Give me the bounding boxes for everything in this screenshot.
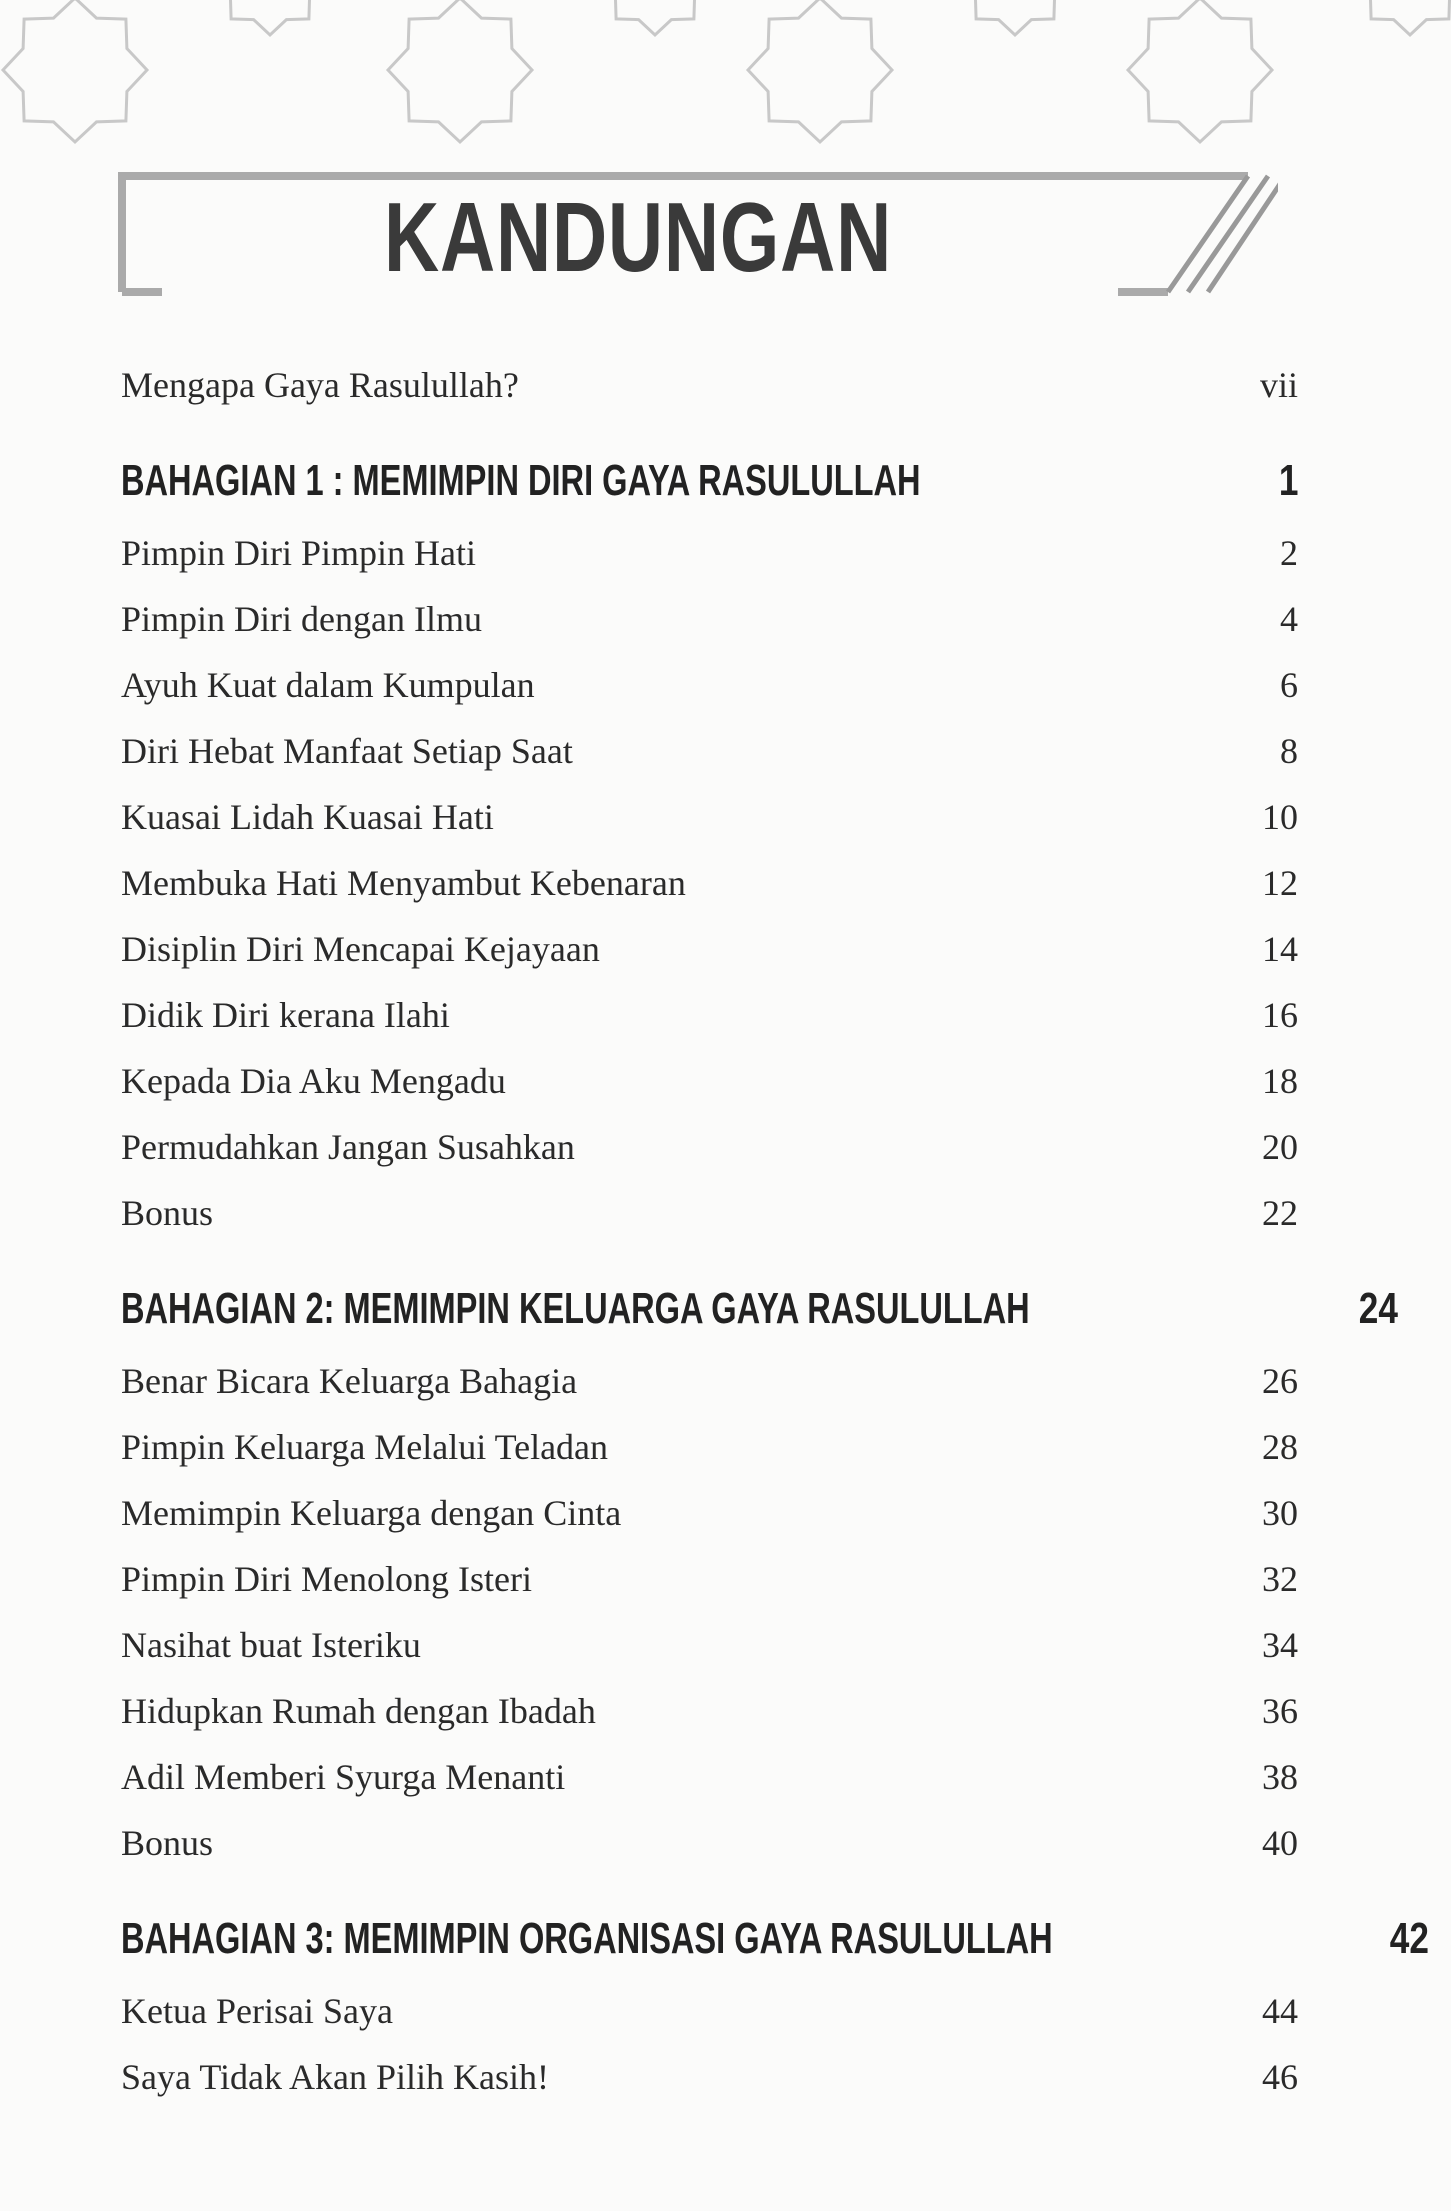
page-number: 32 [1262, 1559, 1298, 1599]
entry-title: Diri Hebat Manfaat Setiap Saat [121, 731, 573, 771]
toc-entry [121, 1180, 1298, 1246]
page-number: 6 [1280, 665, 1298, 705]
star-icon [600, 0, 710, 35]
page-number: 20 [1262, 1127, 1298, 1167]
entry-title: Bonus [121, 1193, 214, 1233]
entry-title: Membuka Hati Menyambut Kebenaran [121, 863, 686, 903]
star-icon [1128, 0, 1272, 142]
star-icon [388, 0, 532, 142]
page-number: 40 [1262, 1823, 1298, 1863]
entry-title: Nasihat buat Isteriku [121, 1625, 421, 1665]
toc-entry [121, 982, 1298, 1048]
section-title: BAHAGIAN 3: MEMIMPIN ORGANISASI GAYA RASULULLAH [121, 1914, 1053, 1963]
star-pattern-decoration [0, 0, 1451, 170]
entry-title: Memimpin Keluarga dengan Cinta [121, 1493, 622, 1533]
entry-title: Didik Diri kerana Ilahi [121, 995, 450, 1035]
page-number: 44 [1262, 1991, 1298, 2031]
page-number: 18 [1262, 1061, 1298, 1101]
section-title: BAHAGIAN 1 : MEMIMPIN DIRI GAYA RASULULLAH [121, 456, 921, 505]
entry-title: Ketua Perisai Saya [121, 1991, 393, 2031]
toc-entry [121, 586, 1298, 652]
page-number: 38 [1262, 1757, 1298, 1797]
toc-entry [121, 784, 1298, 850]
entry-title: Adil Memberi Syurga Menanti [121, 1757, 566, 1797]
entry-title: Benar Bicara Keluarga Bahagia [121, 1361, 578, 1401]
entry-title: Bonus [121, 1823, 214, 1863]
toc-entry [121, 1678, 1298, 1744]
toc-entry [121, 652, 1298, 718]
page-number: 1 [1278, 456, 1298, 505]
page-number: 12 [1262, 863, 1298, 903]
page-number: 28 [1262, 1427, 1298, 1467]
page-number: 10 [1262, 797, 1298, 837]
entry-title: Kepada Dia Aku Mengadu [121, 1061, 506, 1101]
toc-entry [121, 1114, 1298, 1180]
toc-entry [121, 1978, 1298, 2044]
page-number: 26 [1262, 1361, 1298, 1401]
toc-entry [121, 520, 1298, 586]
entry-title: Kuasai Lidah Kuasai Hati [121, 797, 494, 837]
page-number: 46 [1262, 2057, 1298, 2097]
page-number: 14 [1262, 929, 1298, 969]
page-number: 16 [1262, 995, 1298, 1035]
page-number: 8 [1280, 731, 1298, 771]
section-heading [121, 1276, 1398, 1342]
toc-entry [121, 2044, 1298, 2110]
toc-entry [121, 1744, 1298, 1810]
entry-title: Pimpin Diri dengan Ilmu [121, 599, 482, 639]
toc-entry [121, 352, 1298, 418]
page-number: 24 [1358, 1284, 1398, 1333]
star-icon [3, 0, 147, 142]
toc-entry [121, 850, 1298, 916]
page-number: 36 [1262, 1691, 1298, 1731]
toc-entry [121, 718, 1298, 784]
entry-title: Permudahkan Jangan Susahkan [121, 1127, 575, 1167]
page-number: 4 [1280, 599, 1298, 639]
page-number: 2 [1280, 533, 1298, 573]
star-icon [1355, 0, 1451, 35]
page-number: 42 [1389, 1914, 1429, 1963]
entry-title: Pimpin Keluarga Melalui Teladan [121, 1427, 609, 1467]
entry-title: Ayuh Kuat dalam Kumpulan [121, 665, 535, 705]
toc-entry [121, 1810, 1298, 1876]
entry-title: Mengapa Gaya Rasulullah? [121, 365, 519, 405]
toc-entry [121, 916, 1298, 982]
entry-title: Pimpin Diri Pimpin Hati [121, 533, 477, 573]
section-heading [121, 1906, 1429, 1972]
entry-title: Disiplin Diri Mencapai Kejayaan [121, 929, 600, 969]
star-icon [215, 0, 325, 35]
star-icon [960, 0, 1070, 35]
toc-entry [121, 1612, 1298, 1678]
toc-entry [121, 1546, 1298, 1612]
section-heading [121, 448, 1298, 514]
entry-title: Pimpin Diri Menolong Isteri [121, 1559, 532, 1599]
page-number: 30 [1262, 1493, 1298, 1533]
page-number: 22 [1262, 1193, 1298, 1233]
page-number: vii [1259, 365, 1298, 405]
entry-title: Saya Tidak Akan Pilih Kasih! [121, 2057, 550, 2097]
star-icon [748, 0, 892, 142]
entry-title: Hidupkan Rumah dengan Ibadah [121, 1691, 596, 1731]
page-title: KANDUNGAN [384, 182, 893, 292]
page-number: 34 [1262, 1625, 1298, 1665]
toc-entry [121, 1414, 1298, 1480]
toc-entry [121, 1348, 1298, 1414]
toc-entry [121, 1480, 1298, 1546]
table-of-contents [121, 352, 1429, 2110]
toc-entry [121, 1048, 1298, 1114]
section-title: BAHAGIAN 2: MEMIMPIN KELUARGA GAYA RASULULLAH [121, 1284, 1030, 1333]
